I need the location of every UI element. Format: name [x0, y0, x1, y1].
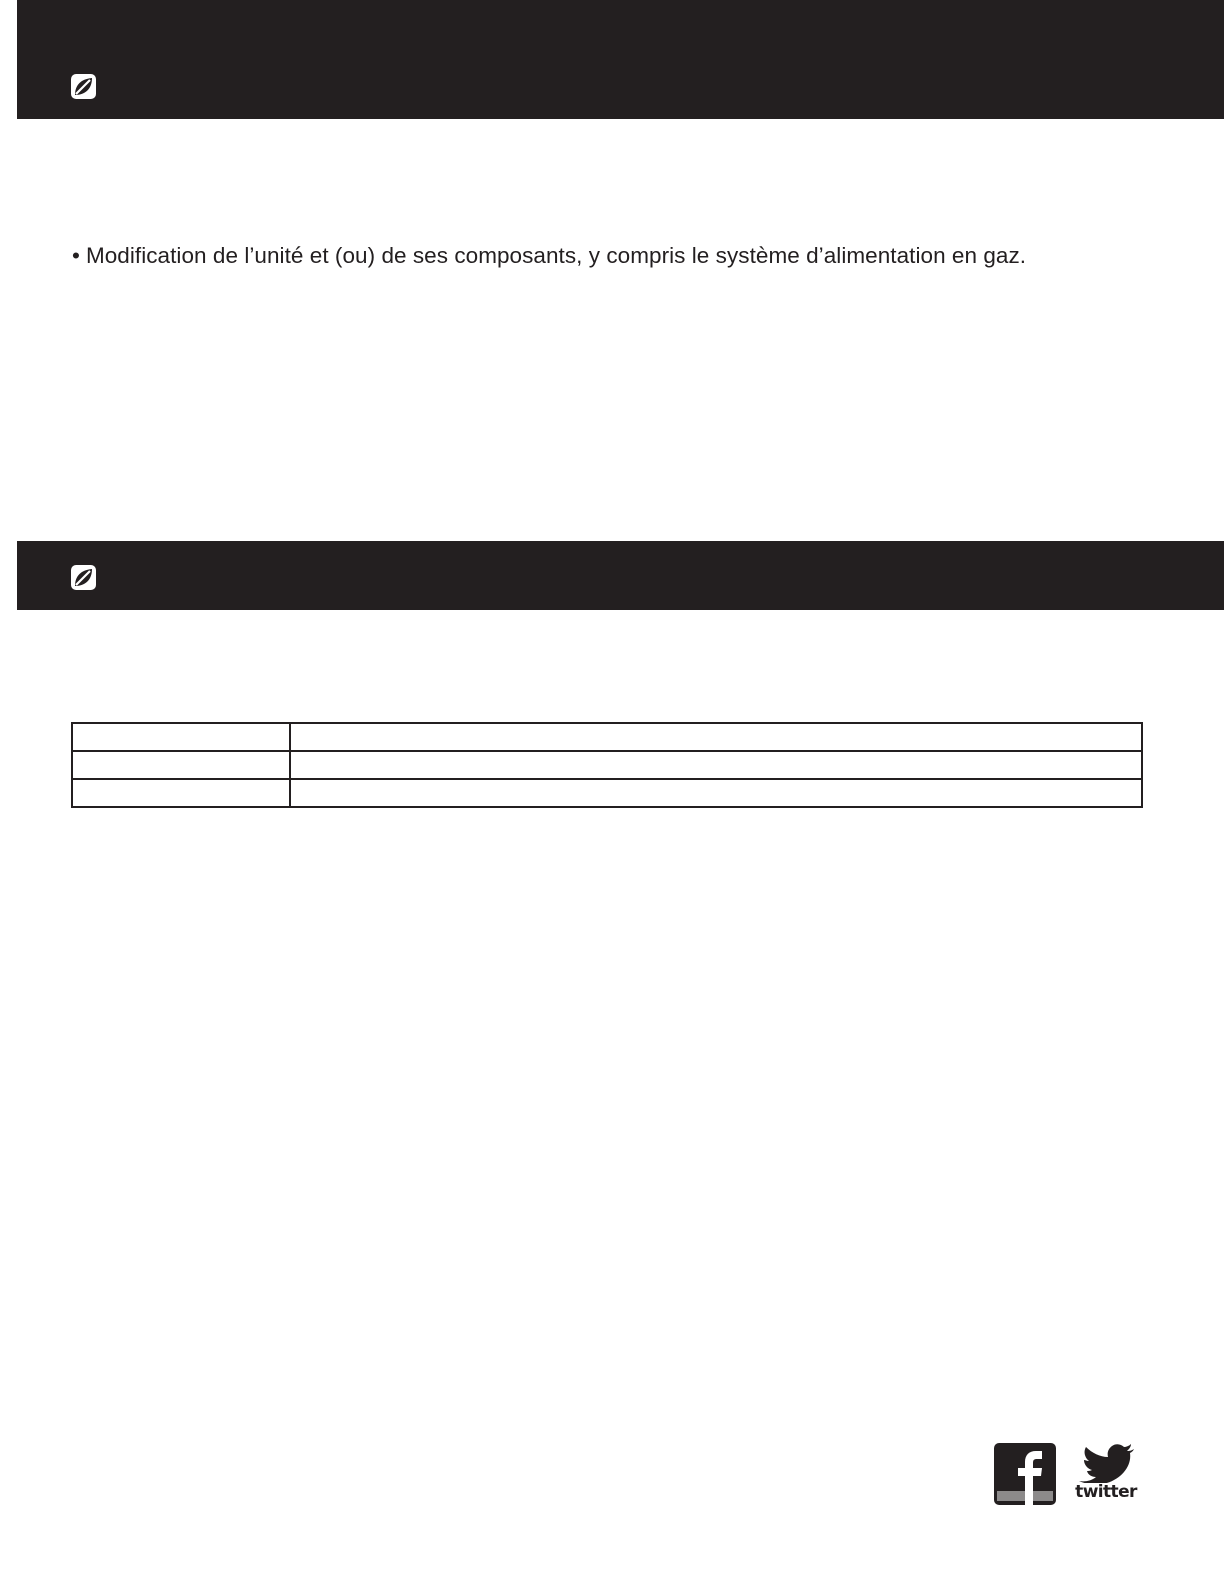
- leaf-logo-icon: [71, 74, 96, 99]
- bullet-marker: •: [72, 243, 80, 268]
- table-cell-label: [72, 723, 290, 751]
- registration-table: [71, 722, 1143, 808]
- table-cell-value: [290, 779, 1142, 807]
- social-links: [994, 1443, 1144, 1507]
- table-row: [72, 779, 1142, 807]
- leaf-logo-icon: [71, 565, 96, 590]
- modification-text: Modification de l’unité et (ou) de ses composants, y compris le système d’alimentation en gaz.: [85, 243, 1027, 268]
- table-row: [72, 751, 1142, 779]
- modification-clause: [72, 241, 1026, 271]
- table-cell-label: [72, 751, 290, 779]
- header-band-top: [17, 0, 1224, 119]
- twitter-icon[interactable]: [1070, 1443, 1142, 1507]
- twitter-wordmark: twitter: [1075, 1482, 1137, 1502]
- section-band: [17, 541, 1224, 610]
- table-row: [72, 723, 1142, 751]
- table-cell-label: [72, 779, 290, 807]
- table-cell-value: [290, 723, 1142, 751]
- table-cell-value: [290, 751, 1142, 779]
- facebook-icon[interactable]: [994, 1443, 1056, 1505]
